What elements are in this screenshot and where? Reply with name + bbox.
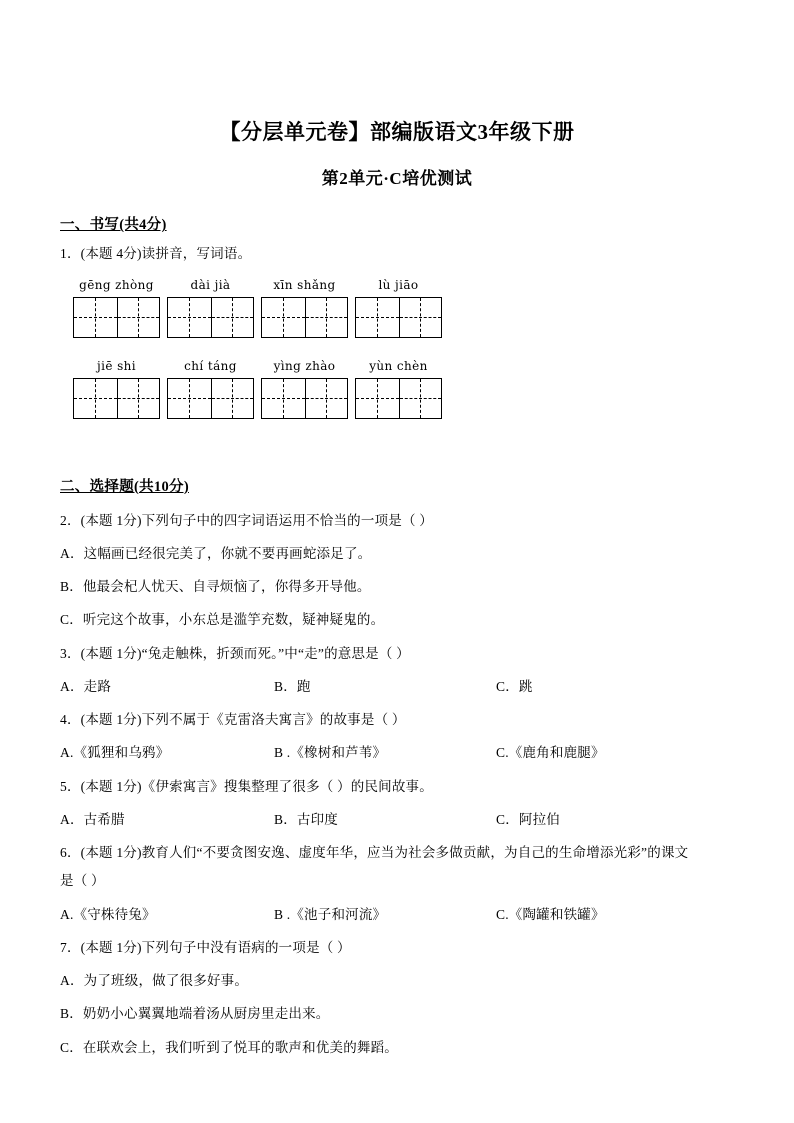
question-4-stem: 4．(本题 1分)下列不属于《克雷洛夫寓言》的故事是（ ） (60, 712, 406, 728)
tianzige-box[interactable] (167, 297, 254, 338)
pinyin-label: yùn chèn (369, 358, 428, 373)
page-subtitle: 第2单元·C培优测试 (321, 169, 473, 189)
pinyin-grid-group (355, 277, 442, 338)
tianzige-cell[interactable] (305, 298, 348, 337)
question-7-option-b[interactable]: B．奶奶小心翼翼地端着汤从厨房里走出来。 (60, 1006, 330, 1022)
question-4-options (60, 730, 734, 763)
grid-row-spacer (60, 344, 734, 358)
question-6-option-c[interactable]: C.《陶罐和铁罐》 (496, 906, 605, 922)
page-title: 【分层单元卷】部编版语文3年级下册 (219, 120, 575, 144)
pinyin-grid-row-2 (60, 358, 734, 419)
pinyin-label: dài jià (190, 277, 231, 292)
section-heading-multiple-choice: 二、选择题(共10分) (60, 478, 189, 495)
section-spacer (60, 425, 734, 451)
pinyin-label: lù jiāo (378, 277, 419, 292)
tianzige-cell[interactable] (117, 298, 160, 337)
tianzige-cell[interactable] (262, 298, 305, 337)
question-2-stem: 2．(本题 1分)下列句子中的四字词语运用不恰当的一项是（ ） (60, 512, 433, 528)
tianzige-cell[interactable] (168, 298, 211, 337)
question-2-option-b[interactable]: B．他最会杞人忧天、自寻烦恼了，你得多开导他。 (60, 579, 371, 595)
tianzige-cell[interactable] (305, 379, 348, 418)
pinyin-grid-group (261, 358, 348, 419)
pinyin-label: chí táng (184, 358, 237, 373)
tianzige-box[interactable] (261, 378, 348, 419)
question-6-option-a[interactable]: A.《守株待兔》 (60, 906, 156, 922)
pinyin-label: yìng zhào (273, 358, 336, 373)
question-5-option-c[interactable]: C．阿拉伯 (496, 811, 561, 827)
question-7-option-c[interactable]: C．在联欢会上，我们听到了悦耳的歌声和优美的舞蹈。 (60, 1039, 399, 1055)
question-1-stem: 1．(本题 4分)读拼音，写词语。 (60, 246, 252, 262)
tianzige-cell[interactable] (399, 298, 442, 337)
pinyin-writing-grids (60, 265, 734, 419)
tianzige-box[interactable] (73, 297, 160, 338)
question-5-option-b[interactable]: B．古印度 (274, 811, 339, 827)
tianzige-cell[interactable] (356, 298, 399, 337)
question-2-option-c[interactable]: C．听完这个故事，小东总是滥竽充数，疑神疑鬼的。 (60, 612, 385, 628)
question-6-options (60, 892, 734, 925)
tianzige-box[interactable] (261, 297, 348, 338)
tianzige-cell[interactable] (399, 379, 442, 418)
tianzige-cell[interactable] (74, 298, 117, 337)
question-3-stem: 3．(本题 1分)“兔走触株，折颈而死。”中“走”的意思是（ ） (60, 645, 410, 661)
tianzige-box[interactable] (355, 297, 442, 338)
question-5-options (60, 797, 734, 830)
tianzige-cell[interactable] (117, 379, 160, 418)
question-3-options (60, 664, 734, 697)
tianzige-cell[interactable] (211, 379, 254, 418)
question-3-option-c[interactable]: C．跳 (496, 678, 533, 694)
pinyin-label: xīn shǎng (273, 277, 336, 292)
pinyin-grid-group (355, 358, 442, 419)
tianzige-cell[interactable] (262, 379, 305, 418)
pinyin-grid-group (73, 358, 160, 419)
question-7-stem: 7．(本题 1分)下列句子中没有语病的一项是（ ） (60, 939, 351, 955)
pinyin-grid-row-1 (60, 277, 734, 338)
question-4-option-b[interactable]: B .《橡树和芦苇》 (274, 745, 387, 761)
tianzige-cell[interactable] (211, 298, 254, 337)
question-5-option-a[interactable]: A．古希腊 (60, 811, 125, 827)
question-3-option-b[interactable]: B．跑 (274, 678, 311, 694)
pinyin-grid-group (261, 277, 348, 338)
pinyin-grid-group (73, 277, 160, 338)
question-5-stem: 5．(本题 1分)《伊索寓言》搜集整理了很多（ ）的民间故事。 (60, 778, 433, 794)
tianzige-box[interactable] (73, 378, 160, 419)
question-6-option-b[interactable]: B .《池子和河流》 (274, 906, 387, 922)
section-heading-writing: 一、书写(共4分) (60, 217, 167, 234)
question-7-option-a[interactable]: A．为了班级，做了很多好事。 (60, 973, 249, 989)
question-4-option-a[interactable]: A.《狐狸和乌鸦》 (60, 745, 170, 761)
tianzige-cell[interactable] (356, 379, 399, 418)
tianzige-cell[interactable] (168, 379, 211, 418)
pinyin-label: jiē shi (97, 358, 136, 373)
tianzige-box[interactable] (167, 378, 254, 419)
question-6-stem: 6．(本题 1分)教育人们“不要贪图安逸、虚度年华，应当为社会多做贡献，为自己的生命增添光彩”的课文 (60, 845, 689, 861)
question-3-option-a[interactable]: A．走路 (60, 678, 112, 694)
question-2-option-a[interactable]: A．这幅画已经很完美了，你就不要再画蛇添足了。 (60, 545, 372, 561)
pinyin-label: gēng zhòng (79, 277, 154, 292)
question-4-option-c[interactable]: C.《鹿角和鹿腿》 (496, 745, 605, 761)
question-6-stem-line2: 是（ ） (60, 873, 105, 889)
pinyin-grid-group (167, 277, 254, 338)
tianzige-box[interactable] (355, 378, 442, 419)
tianzige-cell[interactable] (74, 379, 117, 418)
pinyin-grid-group (167, 358, 254, 419)
